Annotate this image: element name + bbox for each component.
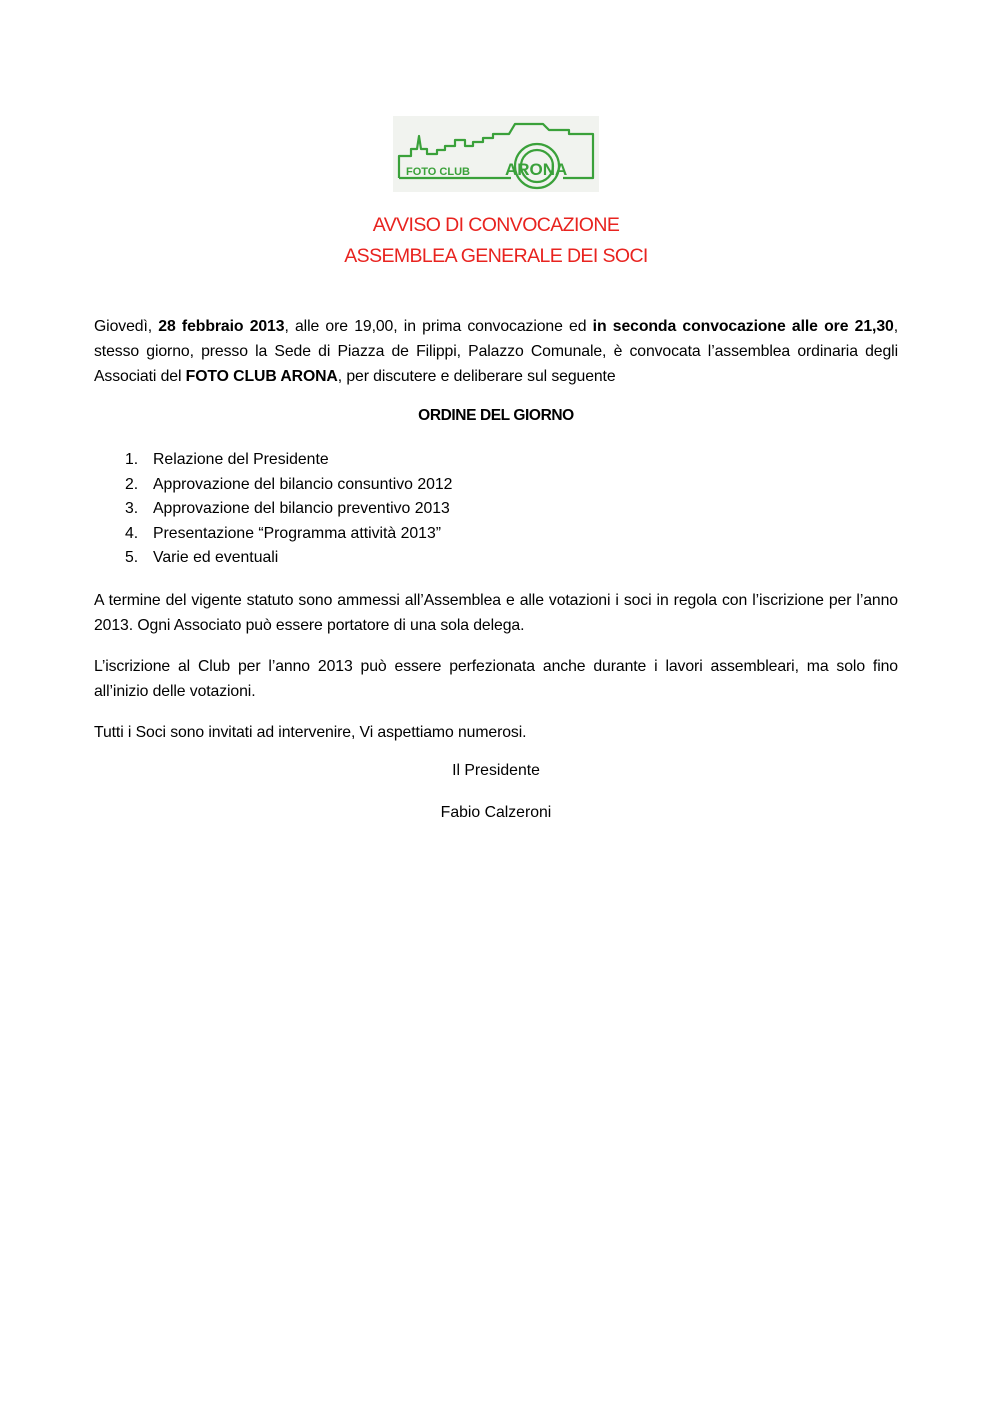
list-item bbox=[125, 546, 452, 571]
foto-club-arona-logo bbox=[393, 116, 599, 192]
second-call-time: in seconda convocazione alle ore 21,30 bbox=[592, 318, 894, 335]
intro-text-1: Giovedì, bbox=[94, 318, 159, 335]
meeting-date: 28 febbraio 2013 bbox=[158, 318, 285, 335]
signature-name: Fabio Calzeroni bbox=[440, 804, 552, 821]
list-item-text: Approvazione del bilancio preventivo 2013 bbox=[153, 500, 450, 518]
list-item bbox=[125, 473, 452, 498]
title-line-1: AVVISO DI CONVOCAZIONE bbox=[372, 214, 620, 236]
list-item-text: Relazione del Presidente bbox=[153, 451, 329, 468]
agenda-heading: ORDINE DEL GIORNO bbox=[418, 407, 574, 424]
title-line-2: ASSEMBLEA GENERALE DEI SOCI bbox=[344, 245, 648, 267]
list-item bbox=[125, 497, 452, 522]
list-item-number: 3. bbox=[125, 500, 139, 518]
list-item-number: 2. bbox=[125, 475, 139, 493]
invitation-paragraph: Tutti i Soci sono invitati ad intervenire, Vi aspettiamo numerosi. bbox=[94, 724, 527, 741]
intro-text-4: , per discutere e deliberare sul seguente bbox=[337, 368, 616, 385]
list-item bbox=[125, 522, 452, 547]
list-item-text: Approvazione del bilancio consuntivo 2012 bbox=[153, 475, 453, 493]
statute-paragraph: A termine del vigente statuto sono ammessi all’Assemblea e alle votazioni i soci in regola con l’iscrizione per l’anno 2013. Ogni Associato può essere portatore di una sola delega. bbox=[94, 592, 898, 634]
list-item-text: Presentazione “Programma attività 2013” bbox=[153, 524, 441, 542]
list-item bbox=[125, 448, 452, 473]
membership-paragraph: L’iscrizione al Club per l’anno 2013 può essere perfezionata anche durante i lavori assembleari, ma solo fino all’inizio delle votazioni. bbox=[94, 658, 898, 700]
intro-paragraph bbox=[94, 314, 898, 389]
club-name: FOTO CLUB ARONA bbox=[185, 368, 338, 385]
agenda-list bbox=[125, 448, 452, 571]
list-item-number: 5. bbox=[125, 549, 139, 567]
camera-skyline-icon bbox=[393, 116, 599, 192]
list-item-number: 1. bbox=[125, 451, 139, 468]
signature-role: Il Presidente bbox=[452, 762, 540, 779]
intro-text-2: , alle ore 19,00, in prima convocazione ed bbox=[284, 318, 593, 335]
logo-text-arona: ARONA bbox=[505, 160, 568, 179]
list-item-text: Varie ed eventuali bbox=[153, 549, 279, 567]
logo-text-foto-club: FOTO CLUB bbox=[406, 166, 470, 178]
intro-text-3: , stesso giorno, presso la Sede di Piazza de Filippi, Palazzo Comunale, è convocata l’assemblea ordinaria degli Associati del bbox=[94, 318, 898, 385]
list-item-number: 4. bbox=[125, 524, 139, 542]
